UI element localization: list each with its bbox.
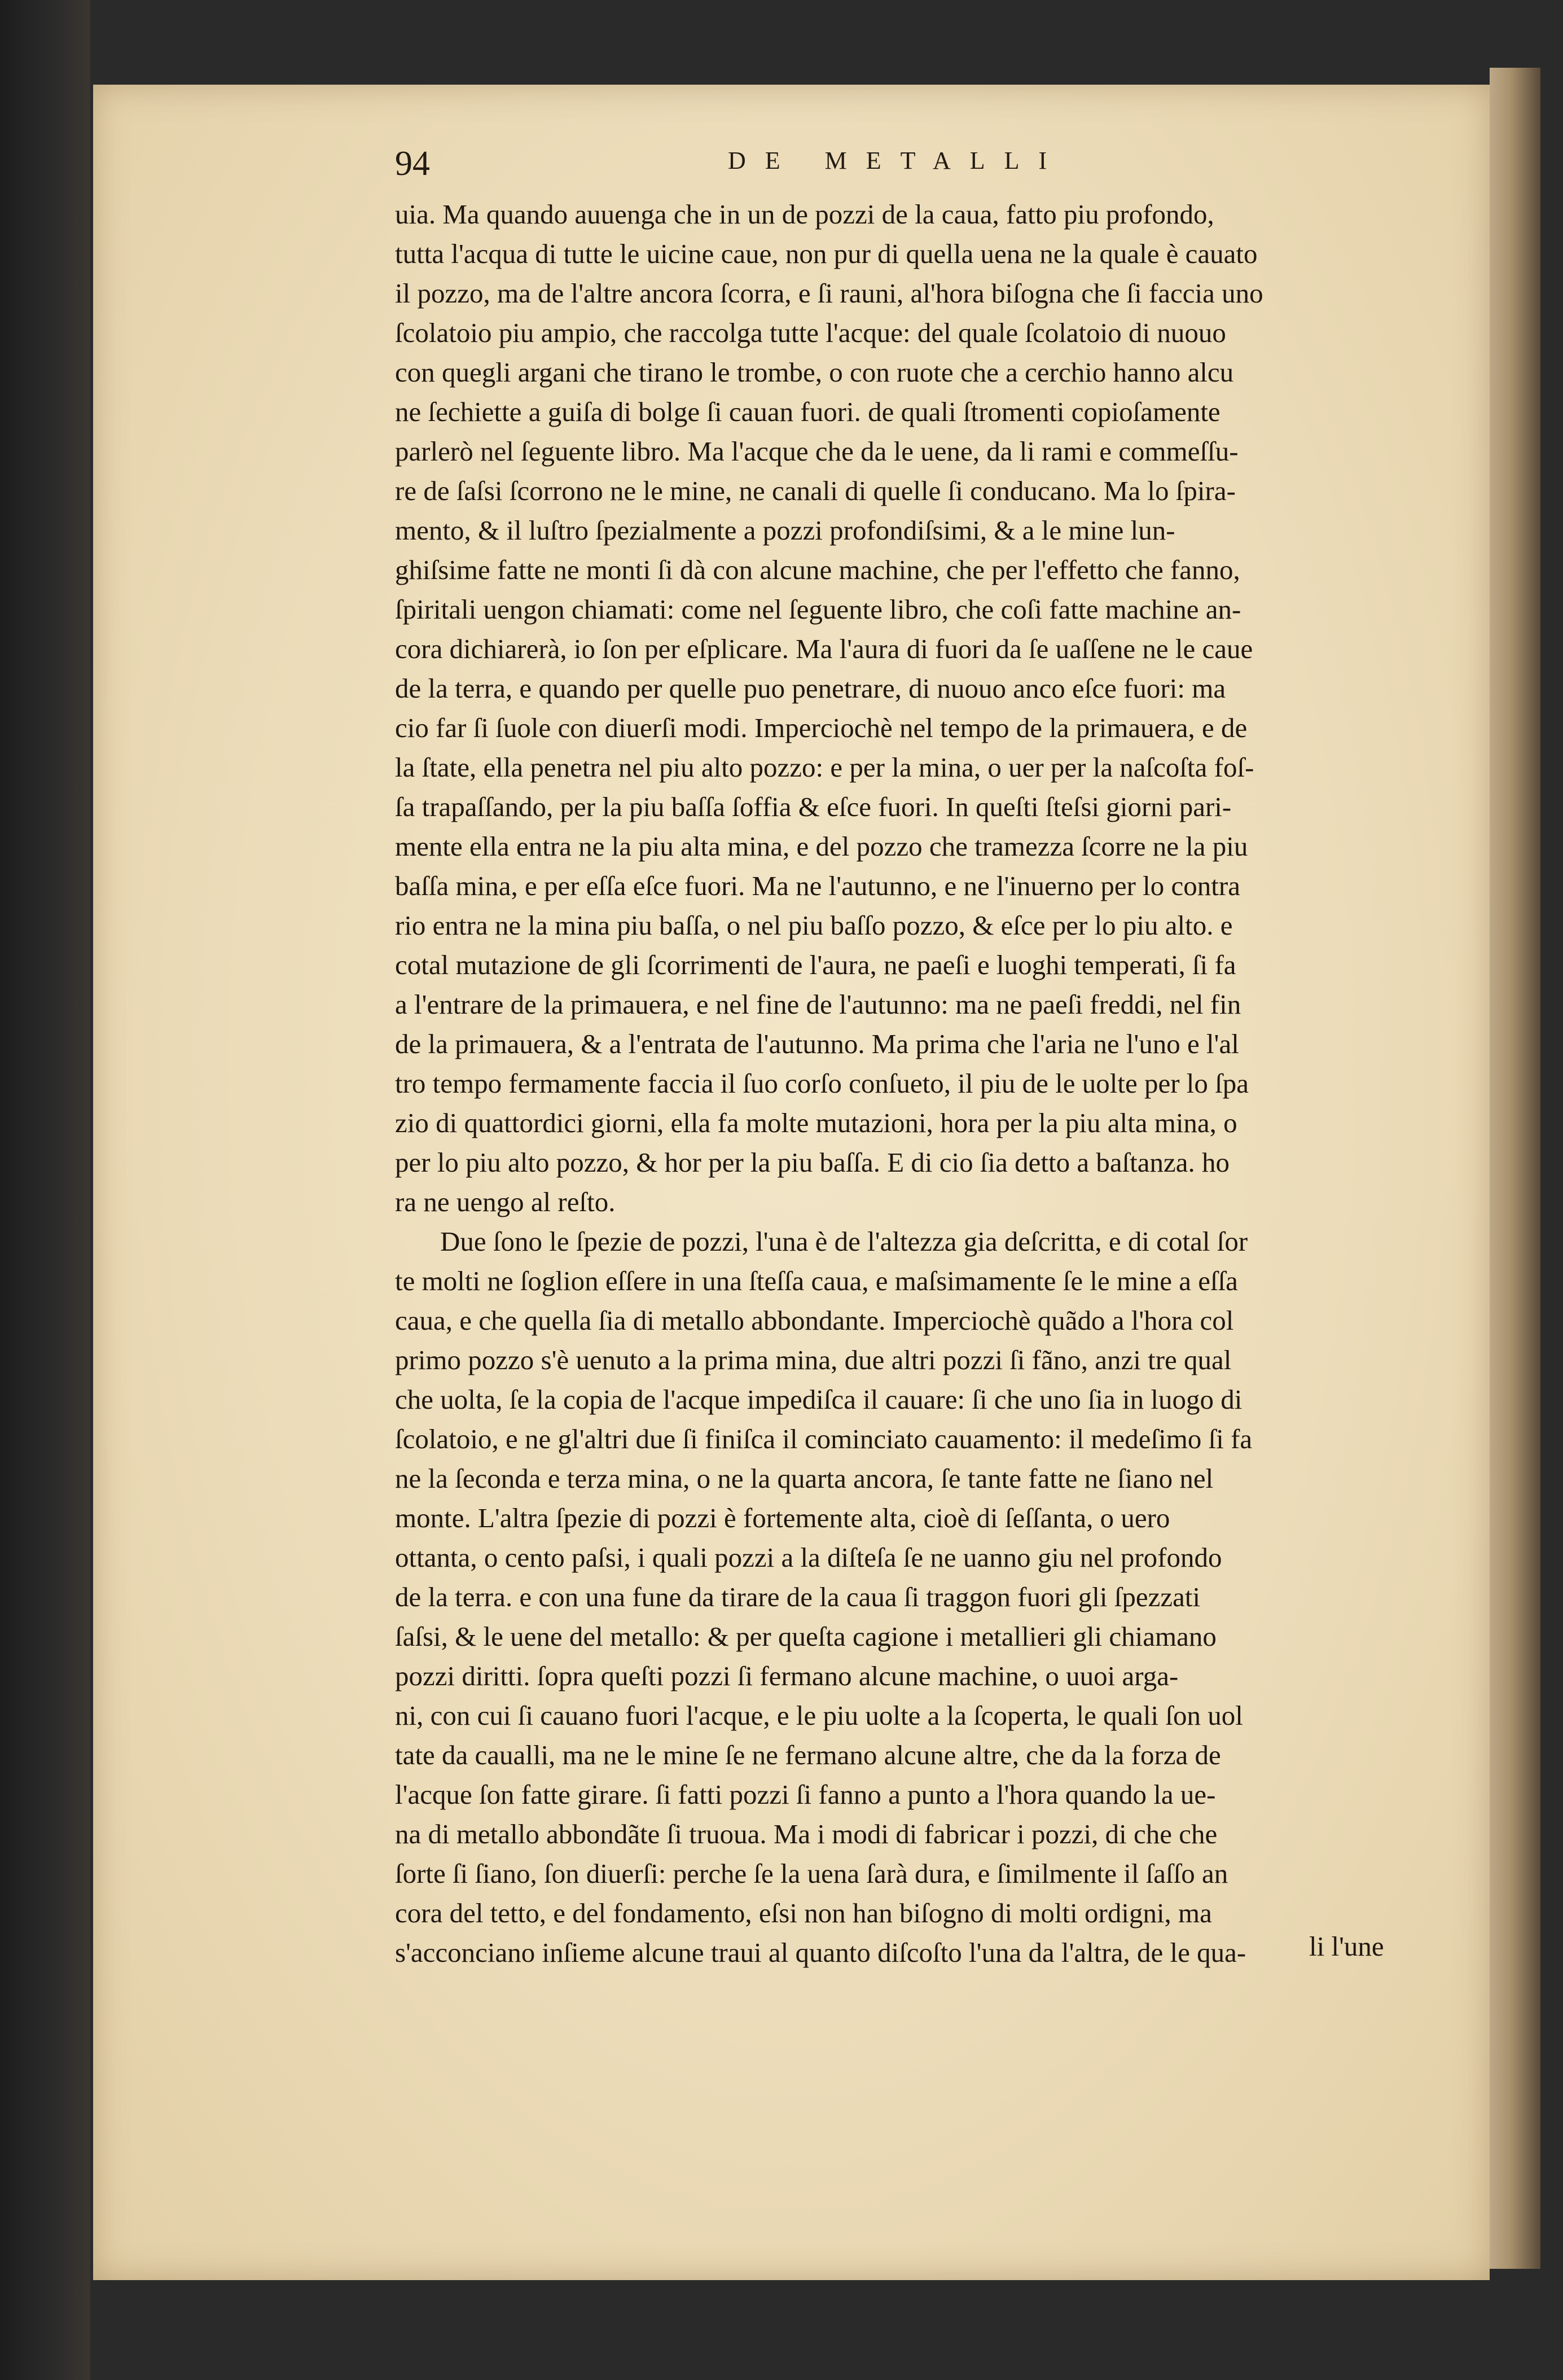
text-line: baſſa mina, e per eſſa eſce fuori. Ma ne l'autunno, e ne l'inuerno per lo contra — [395, 870, 1240, 901]
text-line: ſcolatoio piu ampio, che raccolga tutte l'acque: del quale ſcolatoio di nuouo — [395, 317, 1226, 348]
text-line: cora del tetto, e del fondamento, eſsi non han biſogno di molti ordigni, ma — [395, 1897, 1212, 1928]
text-line: ſpiritali uengon chiamati: come nel ſeguente libro, che coſi fatte machine an- — [395, 594, 1241, 625]
text-line: il pozzo, ma de l'altre ancora ſcorra, e ſi rauni, al'hora biſogna che ſi faccia uno — [395, 278, 1263, 309]
text-line: per lo piu alto pozzo, & hor per la piu baſſa. E di cio ſia detto a baſtanza. ho — [395, 1147, 1230, 1178]
catchword: li l'une — [1309, 1931, 1384, 1962]
text-line: primo pozzo s'è uenuto a la prima mina, due altri pozzi ſi fãno, anzi tre qual — [395, 1344, 1232, 1375]
text-line: tutta l'acqua di tutte le uicine caue, non pur di quella uena ne la quale è cauato — [395, 238, 1258, 269]
text-line: ne la ſeconda e terza mina, o ne la quarta ancora, ſe tante fatte ne ſiano nel — [395, 1463, 1214, 1494]
page-header — [395, 144, 1241, 195]
text-line: che uolta, ſe la copia de l'acque impediſca il cauare: ſi che uno ſia in luogo di — [395, 1384, 1243, 1415]
text-line: l'acque ſon fatte girare. ſi fatti pozzi ſi fanno a punto a l'hora quando la ue- — [395, 1779, 1216, 1810]
text-line: cio far ſi ſuole con diuerſi modi. Imperciochè nel tempo de la primauera, e de — [395, 712, 1248, 743]
text-line: rio entra ne la mina piu baſſa, o nel piu baſſo pozzo, & eſce per lo piu alto. e — [395, 910, 1233, 941]
text-line: cora dichiarerà, io ſon per eſplicare. Ma l'aura di fuori da ſe uaſſene ne le caue — [395, 633, 1253, 664]
text-line: con quegli argani che tirano le trombe, o con ruote che a cerchio hanno alcu — [395, 357, 1234, 388]
text-line: s'acconciano inſieme alcune traui al quanto diſcoſto l'una da l'altra, de le qua- — [395, 1937, 1246, 1968]
text-line: tro tempo fermamente faccia il ſuo corſo conſueto, il piu de le uolte per lo ſpa — [395, 1068, 1249, 1099]
book-spine-shadow — [0, 0, 90, 2380]
text-line: de la terra. e con una fune da tirare de la caua ſi traggon fuori gli ſpezzati — [395, 1581, 1201, 1612]
text-line: ſcolatoio, e ne gl'altri due ſi finiſca il cominciato cauamento: il medeſimo ſi fa — [395, 1423, 1253, 1454]
page-edge-stack — [1490, 68, 1540, 2269]
text-line: monte. L'altra ſpezie di pozzi è fortemente alta, cioè di ſeſſanta, o uero — [395, 1502, 1170, 1533]
text-line: ghiſsime fatte ne monti ſi dà con alcune machine, che per l'effetto che fanno, — [395, 554, 1240, 585]
text-line: re de ſaſsi ſcorrono ne le mine, ne canali di quelle ſi conducano. Ma lo ſpira- — [395, 475, 1236, 506]
body-text — [395, 195, 1405, 1973]
text-line: ſorte ſi ſiano, ſon diuerſi: perche ſe la uena ſarà dura, e ſimilmente il ſaſſo an — [395, 1858, 1228, 1889]
text-line: mente ella entra ne la piu alta mina, e del pozzo che tramezza ſcorre ne la piu — [395, 831, 1248, 862]
text-line: ne ſechiette a guiſa di bolge ſi cauan fuori. de quali ſtromenti copioſamente — [395, 396, 1220, 427]
text-line: ra ne uengo al reſto. — [395, 1186, 616, 1217]
text-line: ſa trapaſſando, per la piu baſſa ſoffia & eſce fuori. In queſti ſteſsi giorni pari- — [395, 791, 1232, 822]
text-line: te molti ne ſoglion eſſere in una ſteſſa caua, e maſsimamente ſe le mine a eſſa — [395, 1265, 1238, 1296]
text-line: pozzi diritti. ſopra queſti pozzi ſi fermano alcune machine, o uuoi arga- — [395, 1660, 1179, 1691]
page-number: 94 — [395, 144, 430, 183]
text-line: a l'entrare de la primauera, e nel fine de l'autunno: ma ne paeſi freddi, nel fin — [395, 989, 1241, 1020]
text-line: uia. Ma quando auuenga che in un de pozzi de la caua, fatto piu profondo, — [395, 199, 1214, 230]
text-line: de la terra, e quando per quelle puo penetrare, di nuouo anco eſce fuori: ma — [395, 673, 1226, 704]
running-title: DE METALLI — [728, 147, 1066, 174]
text-line: de la primauera, & a l'entrata de l'autunno. Ma prima che l'aria ne l'uno e l'al — [395, 1028, 1239, 1059]
text-line: mento, & il luſtro ſpezialmente a pozzi profondiſsimi, & a le mine lun- — [395, 515, 1175, 546]
text-line: parlerò nel ſeguente libro. Ma l'acque che da le uene, da li rami e commeſſu- — [395, 436, 1239, 467]
text-line: la ſtate, ella penetra nel piu alto pozzo: e per la mina, o uer per la naſcoſta foſ- — [395, 752, 1254, 783]
text-line: cotal mutazione de gli ſcorrimenti de l'aura, ne paeſi e luoghi temperati, ſi fa — [395, 949, 1236, 980]
text-line: na di metallo abbondãte ſi truoua. Ma i modi di fabricar i pozzi, di che che — [395, 1818, 1218, 1849]
text-line: ſaſsi, & le uene del metallo: & per queſta cagione i metallieri gli chiamano — [395, 1621, 1217, 1652]
text-line: caua, e che quella ſia di metallo abbondante. Imperciochè quãdo a l'hora col — [395, 1305, 1234, 1336]
text-line: tate da caualli, ma ne le mine ſe ne fermano alcune altre, che da la forza de — [395, 1739, 1221, 1770]
text-line: ottanta, o cento paſsi, i quali pozzi a la diſteſa ſe ne uanno giu nel profondo — [395, 1542, 1222, 1573]
paragraph-start-line: Due ſono le ſpezie de pozzi, l'una è de l'altezza gia deſcritta, e di cotal ſor — [440, 1226, 1248, 1257]
text-line: zio di quattordici giorni, ella fa molte mutazioni, hora per la piu alta mina, o — [395, 1107, 1237, 1138]
text-line: ni, con cui ſi cauano fuori l'acque, e le piu uolte a la ſcoperta, le quali ſon uol — [395, 1700, 1243, 1731]
